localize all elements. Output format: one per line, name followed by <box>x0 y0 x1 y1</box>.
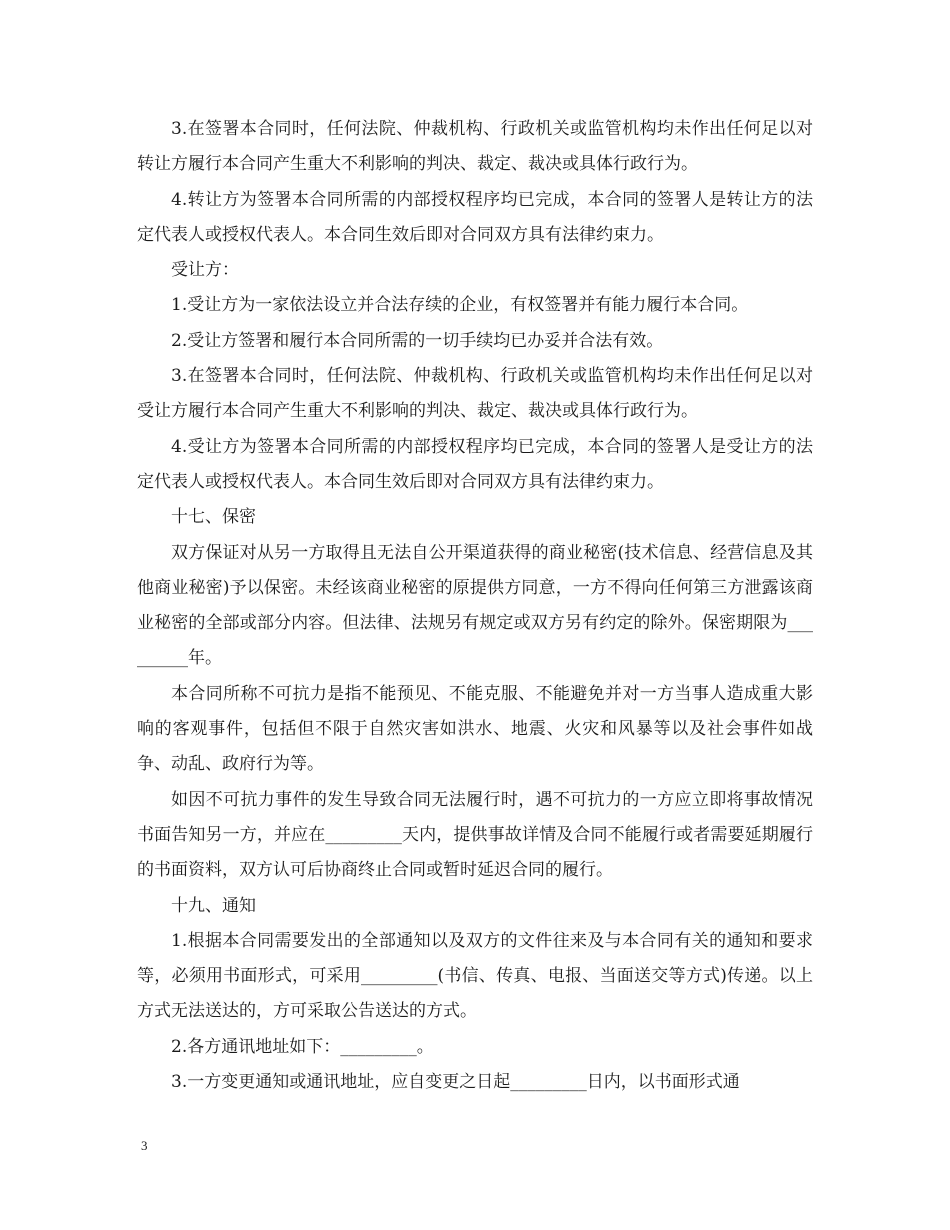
paragraph-transferee-clause-1: 1.受让方为一家依法设立并合法存续的企业，有权签署并有能力履行本合同。 <box>171 295 749 316</box>
paragraph-transferee-clause-2: 2.受让方签署和履行本合同所需的一切手续均已办妥并合法有效。 <box>171 330 664 351</box>
paragraph-notice-clause-2: 2.各方通讯地址如下：_________。 <box>171 1036 434 1057</box>
paragraph-transferee-heading: 受让方： <box>171 260 239 281</box>
paragraph-transferee-clause-4: 4.受让方为签署本合同所需的内部授权程序均已完成，本合同的签署人是受让方的法定代表人或授权代表人。本合同生效后即对合同双方具有法律约束力。 <box>137 436 813 492</box>
paragraph-transferor-clause-3: 3.在签署本合同时，任何法院、仲裁机构、行政机关或监管机构均未作出任何足以对转让方履行本合同产生重大不利影响的判决、裁定、裁决或具体行政行为。 <box>137 119 813 175</box>
page-number: 3 <box>141 1138 148 1153</box>
paragraph-force-majeure-notice: 如因不可抗力事件的发生导致合同无法履行时，遇不可抗力的一方应立即将事故情况书面告知另一方，并应在_________天内，提供事故详情及合同不能履行或者需要延期履行的书面资料，双方认可后协商终止合同或暂时延迟合同的履行。 <box>137 789 813 881</box>
paragraph-force-majeure-definition: 本合同所称不可抗力是指不能预见、不能克服、不能避免并对一方当事人造成重大影响的客观事件，包括但不限于自然灾害如洪水、地震、火灾和风暴等以及社会事件如战争、动乱、政府行为等。 <box>137 683 813 775</box>
paragraph-confidentiality: 双方保证对从另一方取得且无法自公开渠道获得的商业秘密(技术信息、经营信息及其他商业秘密)予以保密。未经该商业秘密的原提供方同意，一方不得向任何第三方泄露该商业秘密的全部或部分内容。但法律、法规另有规定或双方另有约定的除外。保密期限为_________年。 <box>137 542 813 669</box>
section-heading-notice: 十九、通知 <box>171 895 256 916</box>
paragraph-notice-clause-1: 1.根据本合同需要发出的全部通知以及双方的文件往来及与本合同有关的通知和要求等，必须用书面形式，可采用_________(书信、传真、电报、当面送交等方式)传递。以上方式无法送达的，方可采取公告送达的方式。 <box>137 930 813 1022</box>
section-heading-confidentiality: 十七、保密 <box>171 507 256 528</box>
document-body <box>137 112 813 1100</box>
paragraph-transferor-clause-4: 4.转让方为签署本合同所需的内部授权程序均已完成，本合同的签署人是转让方的法定代表人或授权代表人。本合同生效后即对合同双方具有法律约束力。 <box>137 189 813 245</box>
paragraph-transferee-clause-3: 3.在签署本合同时，任何法院、仲裁机构、行政机关或监管机构均未作出任何足以对受让方履行本合同产生重大不利影响的判决、裁定、裁决或具体行政行为。 <box>137 366 813 422</box>
paragraph-notice-clause-3: 3.一方变更通知或通讯地址，应自变更之日起_________日内，以书面形式通 <box>171 1072 740 1093</box>
